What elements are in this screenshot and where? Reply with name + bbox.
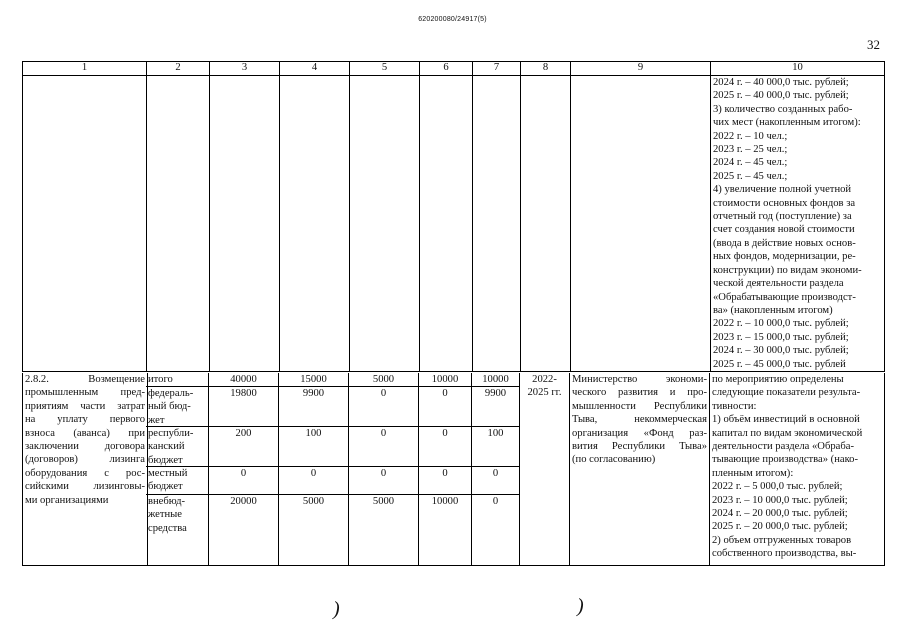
executor-line: (по согласованию) bbox=[572, 454, 656, 466]
executor-line: Тыва, некоммерческая bbox=[572, 414, 707, 426]
funding-value: 19800 bbox=[230, 388, 257, 399]
indicator-line: стоимости основных фондов за bbox=[713, 197, 856, 209]
empty-cell bbox=[23, 76, 147, 372]
column-header: 7 bbox=[473, 62, 521, 76]
indicator-line: капитал по видам экономической bbox=[712, 427, 863, 439]
column-header: 8 bbox=[521, 62, 571, 76]
empty-cell bbox=[350, 76, 420, 372]
indicator-line: 2025 г. – 45 000,0 тыс. рублей bbox=[713, 358, 846, 370]
column-header: 6 bbox=[420, 62, 473, 76]
measure-title-line: 2.8.2. Возмещение bbox=[25, 374, 145, 385]
indicator-line: отчетный год (поступление) за bbox=[713, 211, 852, 223]
funding-source-cell bbox=[146, 495, 209, 566]
funding-source-line: местный bbox=[148, 468, 188, 479]
measure-title-line: сийскими лизинговы- bbox=[25, 481, 145, 493]
indicator-line: 2022 г. – 10 000,0 тыс. рублей; bbox=[713, 318, 849, 330]
indicator-line: чих мест (накопленным итогом): bbox=[713, 117, 861, 129]
funding-value: 10000 bbox=[431, 496, 459, 507]
indicator-line: 3) количество созданных рабо- bbox=[713, 103, 853, 115]
funding-value-cell bbox=[349, 427, 419, 467]
funding-value: 15000 bbox=[300, 374, 327, 385]
empty-cell bbox=[571, 76, 711, 372]
funding-source-line: средства bbox=[148, 522, 187, 534]
indicator-line: следующие показатели результа- bbox=[712, 387, 861, 399]
indicator-line: 2023 г. – 25 чел.; bbox=[713, 144, 788, 156]
funding-value-cell bbox=[279, 427, 349, 467]
funding-value-cell bbox=[472, 387, 520, 427]
funding-value-cell bbox=[349, 373, 419, 387]
funding-value-cell bbox=[279, 495, 349, 566]
funding-value: 10000 bbox=[482, 374, 509, 385]
indicator-line: конструкции) по видам экономи- bbox=[713, 264, 862, 276]
column-number-row bbox=[23, 62, 885, 76]
funding-value-cell bbox=[419, 373, 472, 387]
empty-cell bbox=[280, 76, 350, 372]
funding-value-cell bbox=[279, 387, 349, 427]
executor-line: мышленности Республики bbox=[572, 400, 707, 412]
period-line: 2022- bbox=[532, 374, 557, 385]
funding-value-cell bbox=[419, 427, 472, 467]
indicator-line: ных фондов, модернизации, ре- bbox=[713, 251, 856, 263]
funding-source-line: бюджет bbox=[148, 481, 183, 493]
funding-value: 200 bbox=[235, 428, 252, 439]
period-cell bbox=[520, 373, 570, 566]
funding-value-cell bbox=[349, 387, 419, 427]
column-header: 3 bbox=[210, 62, 280, 76]
funding-value-cell bbox=[349, 495, 419, 566]
empty-cell bbox=[147, 76, 210, 372]
funding-value: 5000 bbox=[372, 496, 395, 507]
indicator-line: 2024 г. – 20 000,0 тыс. рублей; bbox=[712, 508, 848, 520]
funding-value: 0 bbox=[380, 468, 387, 479]
document-id: 620200080/24917(5) bbox=[418, 16, 487, 23]
column-header: 5 bbox=[350, 62, 420, 76]
funding-value: 0 bbox=[310, 468, 317, 479]
funding-value: 100 bbox=[487, 428, 504, 439]
funding-value: 0 bbox=[380, 388, 387, 399]
executor-line: организация «Фонд раз- bbox=[572, 427, 707, 439]
indicator-line: ческой деятельности раздела bbox=[713, 278, 844, 290]
measure-2-8-2 bbox=[22, 373, 885, 566]
funding-value-cell bbox=[209, 373, 279, 387]
indicator-line: 2022 г. – 10 чел.; bbox=[713, 130, 788, 142]
indicator-line: (ввода в действие новых основ- bbox=[713, 237, 856, 249]
measure-title-line: взноса (аванса) при bbox=[25, 427, 145, 439]
indicators-cell bbox=[711, 76, 885, 372]
indicator-line: 1) объём инвестиций в основной bbox=[712, 414, 860, 426]
measure-title-line: заключении договора bbox=[25, 441, 145, 453]
measure-title-line: на уплату первого bbox=[25, 414, 145, 426]
funding-value-cell bbox=[209, 387, 279, 427]
funding-source-line: федераль- bbox=[148, 388, 194, 399]
measure-title-line: промышленным пред- bbox=[25, 387, 145, 399]
indicator-line: счет создания новой стоимости bbox=[713, 224, 855, 236]
funding-source-line: республи- bbox=[148, 428, 194, 439]
indicator-line: ва» (накопленным итогом) bbox=[713, 304, 833, 316]
funding-value-cell bbox=[209, 427, 279, 467]
empty-cell bbox=[473, 76, 521, 372]
funding-value-cell bbox=[209, 495, 279, 566]
program-measures-table bbox=[22, 61, 885, 372]
funding-value: 40000 bbox=[230, 374, 257, 385]
funding-source-cell bbox=[146, 387, 209, 427]
indicator-line: 2) объем отгруженных товаров bbox=[712, 534, 852, 546]
measure-title-line: ми организациями bbox=[25, 494, 109, 506]
indicator-line: 4) увеличение полной учетной bbox=[713, 184, 852, 196]
indicator-line: тивности: bbox=[712, 400, 757, 412]
funding-source-cell bbox=[146, 373, 209, 387]
funding-value-cell bbox=[419, 387, 472, 427]
indicator-line: деятельности раздела «Обраба- bbox=[712, 441, 854, 453]
funding-value: 10000 bbox=[431, 374, 459, 385]
executor-cell bbox=[570, 373, 710, 566]
funding-value: 0 bbox=[380, 428, 387, 439]
indicator-line: собственного производства, вы- bbox=[712, 548, 857, 560]
indicator-line: по мероприятию определены bbox=[712, 374, 844, 385]
funding-value-cell bbox=[472, 495, 520, 566]
indicator-line: 2025 г. – 45 чел.; bbox=[713, 170, 788, 182]
funding-value: 0 bbox=[442, 468, 448, 479]
funding-source-cell bbox=[146, 427, 209, 467]
funding-value-cell bbox=[279, 467, 349, 495]
funding-value: 5000 bbox=[302, 496, 325, 507]
funding-grid bbox=[146, 373, 520, 566]
page-number: 32 bbox=[867, 37, 880, 52]
funding-source-cell bbox=[146, 467, 209, 495]
funding-value: 9900 bbox=[484, 388, 507, 399]
column-header: 2 bbox=[147, 62, 210, 76]
column-header: 10 bbox=[711, 62, 885, 76]
indicator-line: 2024 г. – 45 чел.; bbox=[713, 157, 788, 169]
indicators-cell bbox=[710, 373, 885, 566]
empty-cell bbox=[210, 76, 280, 372]
indicator-line: 2024 г. – 40 000,0 тыс. рублей; bbox=[713, 77, 849, 88]
indicator-line: «Обрабатывающие производст- bbox=[713, 291, 856, 303]
indicator-line: 2025 г. – 40 000,0 тыс. рублей; bbox=[713, 90, 849, 102]
funding-value: 0 bbox=[442, 428, 448, 439]
funding-value: 0 bbox=[442, 388, 448, 399]
column-header: 4 bbox=[280, 62, 350, 76]
column-header: 9 bbox=[571, 62, 711, 76]
indicator-line: 2024 г. – 30 000,0 тыс. рублей; bbox=[713, 345, 849, 357]
indicator-line: 2025 г. – 20 000,0 тыс. рублей; bbox=[712, 521, 848, 533]
measure-title-line: оборудования с рос- bbox=[25, 467, 145, 479]
empty-cell bbox=[521, 76, 571, 372]
indicator-line: 2023 г. – 10 000,0 тыс. рублей; bbox=[712, 494, 848, 506]
funding-source-line: канский bbox=[148, 441, 185, 453]
funding-value-cell bbox=[472, 373, 520, 387]
handwritten-mark: ) bbox=[333, 598, 340, 620]
funding-source-line: жет bbox=[148, 414, 165, 426]
funding-value: 0 bbox=[492, 468, 499, 479]
funding-value: 100 bbox=[305, 428, 322, 439]
measure-title-cell bbox=[22, 373, 148, 566]
funding-value-cell bbox=[472, 467, 520, 495]
column-header: 1 bbox=[23, 62, 147, 76]
funding-source-line: жетные bbox=[148, 509, 183, 521]
funding-value-cell bbox=[209, 467, 279, 495]
funding-value-cell bbox=[279, 373, 349, 387]
funding-source-line: внебюд- bbox=[148, 496, 186, 507]
empty-cell bbox=[420, 76, 473, 372]
funding-source-line: итого bbox=[148, 374, 173, 385]
indicator-line: тывающие производства» (нако- bbox=[712, 454, 859, 466]
continued-row bbox=[23, 76, 885, 372]
executor-line: ческого развития и про- bbox=[572, 387, 707, 399]
funding-source-line: ный бюд- bbox=[148, 401, 191, 413]
funding-value-cell bbox=[472, 427, 520, 467]
funding-value-cell bbox=[349, 467, 419, 495]
funding-value: 0 bbox=[492, 496, 499, 507]
funding-value: 5000 bbox=[372, 374, 395, 385]
indicator-line: 2023 г. – 15 000,0 тыс. рублей; bbox=[713, 331, 849, 343]
funding-source-line: бюджет bbox=[148, 454, 183, 466]
indicator-line: пленным итогом): bbox=[712, 467, 794, 479]
handwritten-mark: ) bbox=[577, 595, 584, 617]
executor-line: вития Республики Тыва» bbox=[572, 441, 707, 453]
executor-line: Министерство экономи- bbox=[572, 374, 707, 385]
funding-value: 9900 bbox=[302, 388, 325, 399]
measure-title-line: (договоров) лизинга bbox=[25, 454, 145, 466]
measure-title-line: приятиям части затрат bbox=[25, 400, 145, 412]
funding-value-cell bbox=[419, 495, 472, 566]
funding-value: 20000 bbox=[230, 496, 257, 507]
indicator-line: 2022 г. – 5 000,0 тыс. рублей; bbox=[712, 481, 843, 493]
funding-value: 0 bbox=[240, 468, 247, 479]
period-line: 2025 гг. bbox=[527, 387, 562, 399]
funding-value-cell bbox=[419, 467, 472, 495]
